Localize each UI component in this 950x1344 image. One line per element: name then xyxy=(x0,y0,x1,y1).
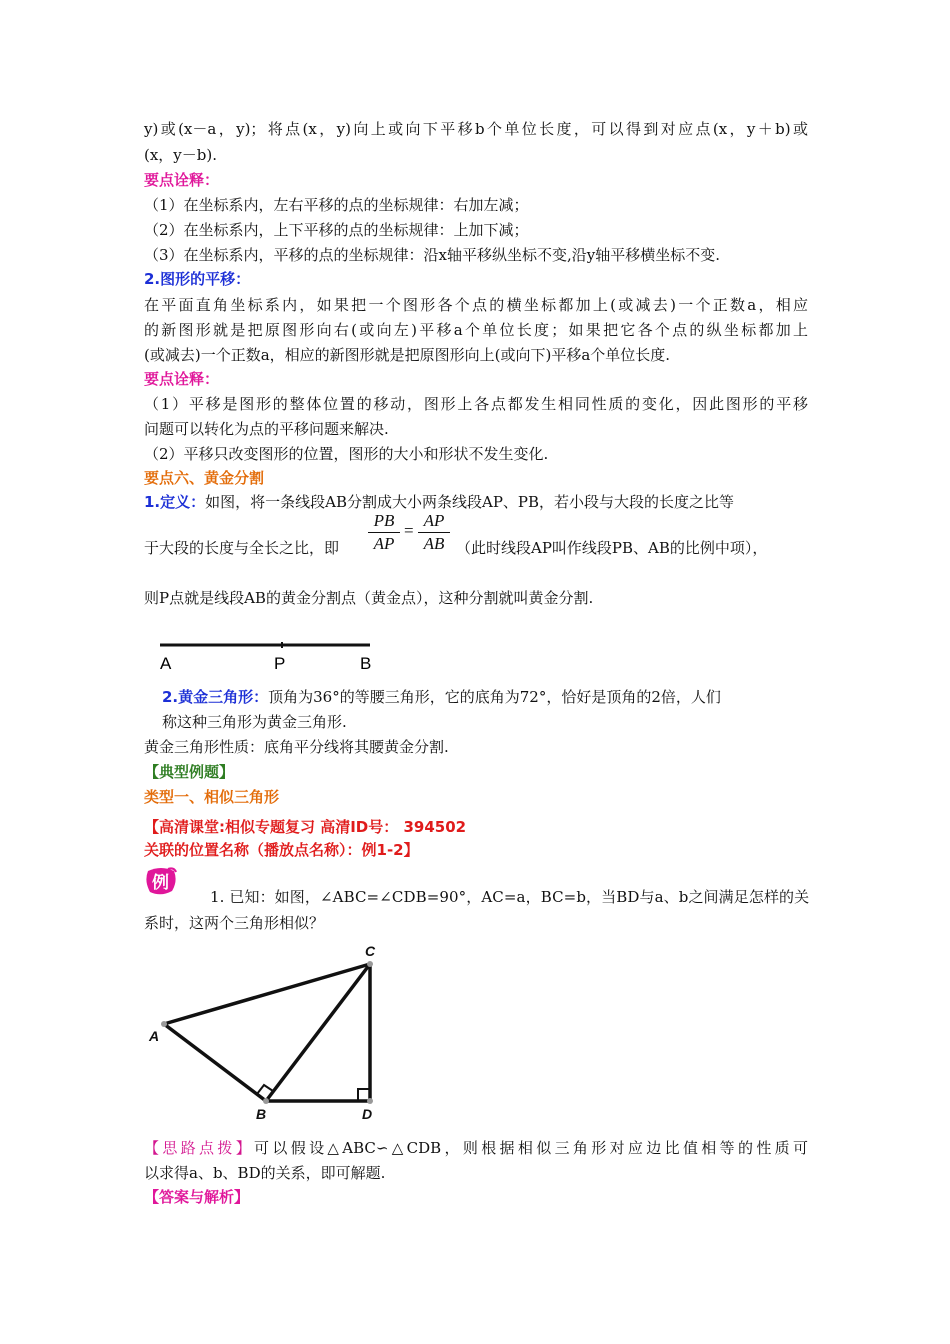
point-a xyxy=(161,1021,167,1027)
text-line: 称这种三角形为黄金三角形. xyxy=(162,713,347,731)
definition-line xyxy=(144,491,808,513)
hint-label: 【思路点拨】 xyxy=(144,1139,255,1157)
section-heading: 要点六、黄金分割 xyxy=(144,469,265,487)
text-line: (或减去)一个正数a，相应的新图形就是把原图形向上(或向下)平移a个单位长度. xyxy=(144,346,671,364)
label-p: P xyxy=(274,654,286,673)
edge-ab xyxy=(164,1024,266,1101)
definition-text: 如图，将一条线段AB分割成大小两条线段AP、PB，若小段与大段的长度之比等 xyxy=(205,493,735,511)
label-b: B xyxy=(256,1106,267,1122)
text-line: 则P点就是线段AB的黄金分割点（黄金点），这种分割就叫黄金分割. xyxy=(144,589,594,607)
fraction-right xyxy=(418,510,450,555)
section-heading: 【典型例题】 xyxy=(144,763,235,781)
label-c: C xyxy=(365,943,376,959)
text-line: （1）在坐标系内，左右平移的点的坐标规律：右加左减； xyxy=(144,196,529,214)
text-line: （2）平移只改变图形的位置，图形的大小和形状不发生变化. xyxy=(144,445,549,463)
text-line: （3）在坐标系内，平移的点的坐标规律：沿x轴平移纵坐标不变,沿y轴平移横坐标不变. xyxy=(144,246,721,264)
golden-triangle-text: 顶角为36°的等腰三角形，它的底角为72°，恰好是顶角的2倍，人们 xyxy=(268,688,721,706)
text-line: 黄金三角形性质：底角平分线将其腰黄金分割. xyxy=(144,738,449,756)
lesson-reference: 关联的位置名称（播放点名称）：例1-2】 xyxy=(144,841,419,859)
fraction-denominator: AB xyxy=(423,534,445,553)
example-badge-icon xyxy=(144,866,178,896)
example-text: 系时，这两个三角形相似？ xyxy=(144,914,325,932)
section-heading: 【答案与解析】 xyxy=(144,1188,250,1206)
label-b: B xyxy=(360,654,372,673)
point-c xyxy=(367,961,373,967)
example-text: 1. 已知：如图，∠ABC=∠CDB=90°，AC=a，BC=b，当BD与a、b之间满足怎样的关 xyxy=(210,888,810,906)
fraction-numerator: PB xyxy=(368,510,400,533)
text-line: 于大段的长度与全长之比，即 xyxy=(144,539,340,557)
text-line: （此时线段AP叫作线段PB、AB的比例中项）， xyxy=(456,539,768,557)
triangle-figure xyxy=(140,938,400,1128)
example-badge-text: 例 xyxy=(152,873,169,892)
text-line: （1）平移是图形的整体位置的移动，图形上各点都发生相同性质的变化，因此图形的平移 xyxy=(144,395,808,413)
section-heading: 2.图形的平移： xyxy=(144,270,251,288)
fraction-denominator: AP xyxy=(373,534,395,553)
lesson-reference: 【高清课堂:相似专题复习 高清ID号： 394502 xyxy=(144,818,467,836)
section-heading: 要点诠释： xyxy=(144,370,220,388)
text-line: 的新图形就是把原图形向右(或向左)平移a个单位长度；如果把它各个点的纵坐标都加上 xyxy=(144,321,808,339)
label-a: A xyxy=(160,654,172,673)
label-d: D xyxy=(362,1106,373,1122)
text-line: 在平面直角坐标系内，如果把一个图形各个点的横坐标都加上(或减去)一个正数a，相应 xyxy=(144,296,808,314)
hint-line xyxy=(144,1137,808,1159)
definition-label: 1.定义： xyxy=(144,493,206,511)
text-line: (x，y－b). xyxy=(144,146,218,164)
golden-triangle-line xyxy=(162,686,808,708)
golden-section-segment xyxy=(150,636,390,676)
text-line: y)或(x－a，y)；将点(x，y)向上或向下平移b个单位长度，可以得到对应点(x，y＋b)或 xyxy=(144,120,808,138)
edge-bc xyxy=(266,964,370,1101)
equals-sign: = xyxy=(404,521,414,540)
point-d xyxy=(367,1098,373,1104)
hint-text: 可以假设△ABC∽△CDB，则根据相似三角形对应边比值相等的性质可 xyxy=(254,1139,808,1157)
section-heading: 要点诠释： xyxy=(144,171,220,189)
golden-triangle-label: 2.黄金三角形： xyxy=(162,688,269,706)
fraction-left xyxy=(368,510,400,555)
fraction-numerator: AP xyxy=(418,510,450,533)
edge-ac xyxy=(164,964,370,1024)
text-line: （2）在坐标系内，上下平移的点的坐标规律：上加下减； xyxy=(144,221,529,239)
text-line: 以求得a、b、BD的关系，即可解题. xyxy=(144,1164,386,1182)
text-line: 问题可以转化为点的平移问题来解决. xyxy=(144,420,389,438)
label-a: A xyxy=(149,1028,160,1044)
section-heading: 类型一、相似三角形 xyxy=(144,788,280,806)
point-b xyxy=(263,1098,269,1104)
